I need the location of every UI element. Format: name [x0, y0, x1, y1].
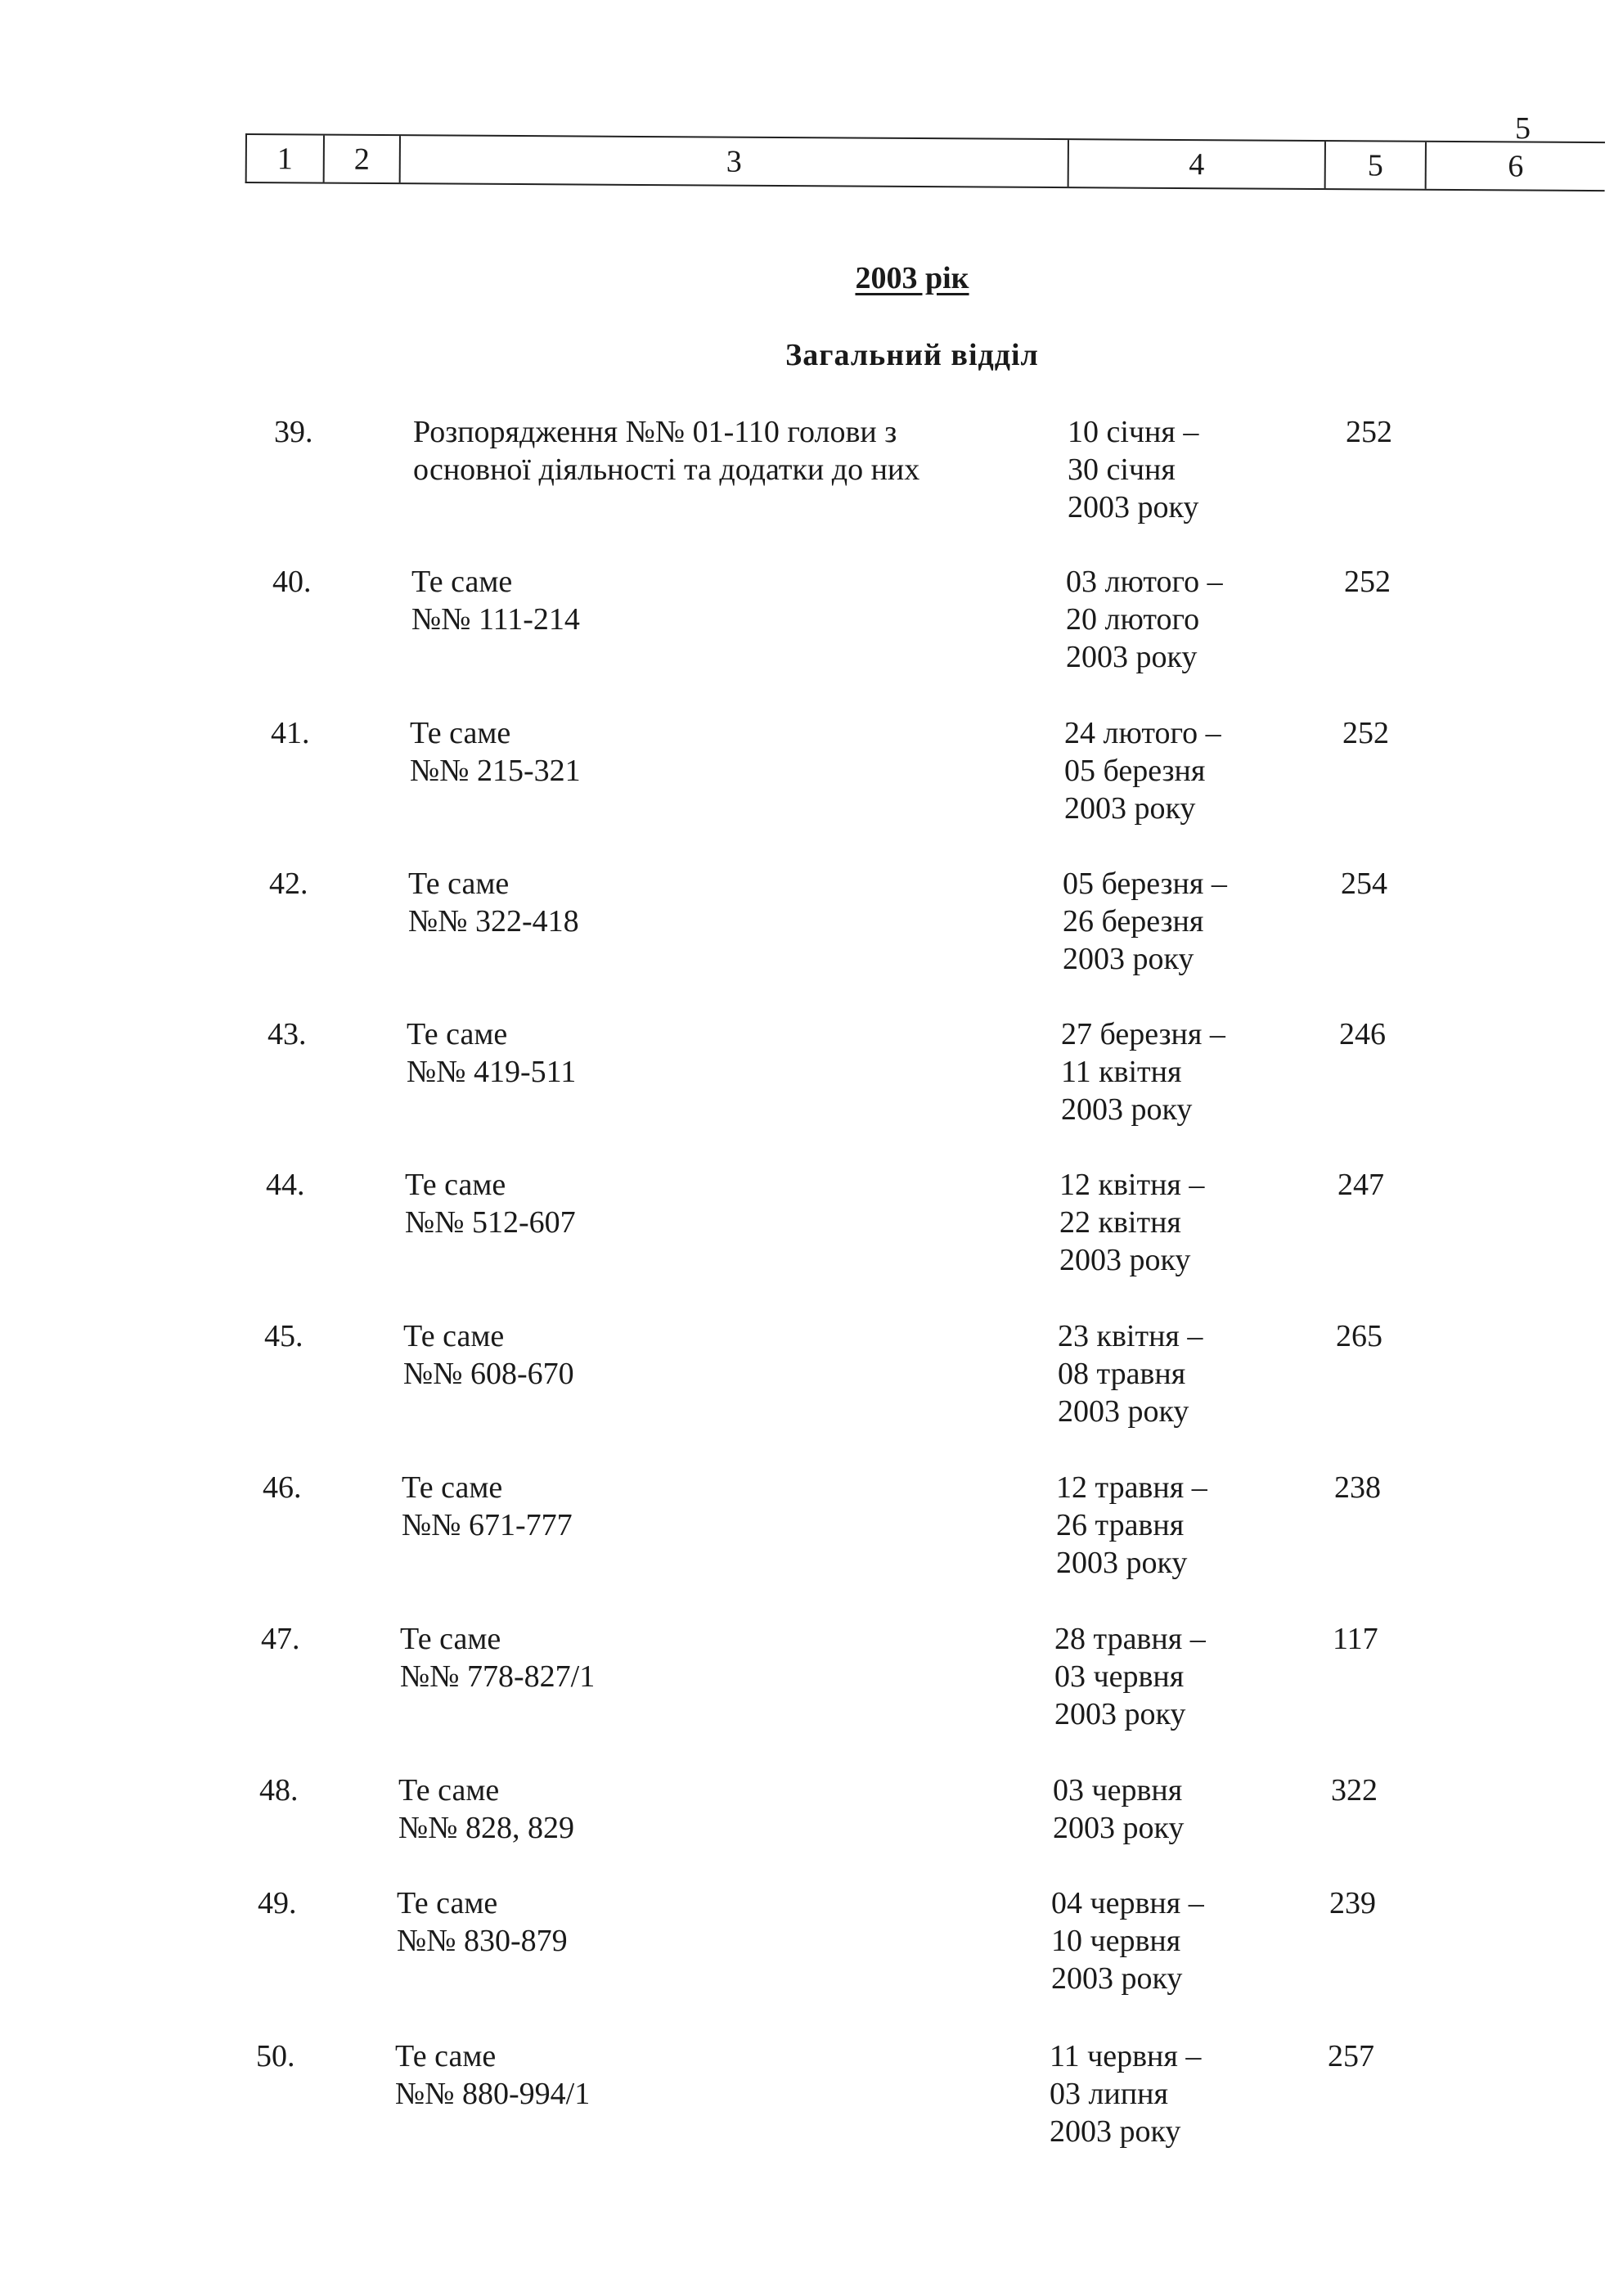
record-dates: 05 березня – 26 березня 2003 року: [1063, 867, 1227, 976]
record-sheet-count: 238: [1334, 1470, 1381, 1505]
record-sheet-count: 117: [1333, 1622, 1378, 1656]
record-dates: 04 червня – 10 червня 2003 року: [1051, 1886, 1204, 1996]
record-sheet-count: 246: [1339, 1017, 1386, 1051]
record-title: Те саме №№ 671-777: [402, 1470, 573, 1542]
record-number: 50.: [256, 2039, 295, 2073]
section-title: Загальний відділ: [785, 338, 1039, 372]
record-number: 49.: [258, 1886, 297, 1920]
record-dates: 10 січня – 30 січня 2003 року: [1068, 415, 1199, 524]
record-title: Розпорядження №№ 01-110 голови з основної діяльності та додатки до них: [413, 415, 920, 487]
record-dates: 23 квітня – 08 травня 2003 року: [1058, 1319, 1203, 1429]
record-number: 42.: [269, 867, 308, 901]
record-dates: 12 травня – 26 травня 2003 року: [1056, 1470, 1207, 1580]
record-title: Те саме №№ 608-670: [403, 1319, 574, 1391]
header-column-4: 4: [1069, 140, 1326, 188]
record-number: 43.: [268, 1017, 307, 1051]
record-title: Те саме №№ 215-321: [410, 716, 581, 788]
record-title: Те саме №№ 830-879: [397, 1886, 568, 1958]
record-number: 47.: [261, 1622, 300, 1656]
record-sheet-count: 254: [1341, 867, 1387, 901]
header-column-1: 1: [247, 135, 325, 182]
record-sheet-count: 247: [1338, 1168, 1384, 1202]
record-title: Те саме №№ 111-214: [411, 565, 580, 637]
record-dates: 12 квітня – 22 квітня 2003 року: [1059, 1168, 1205, 1277]
record-number: 44.: [266, 1168, 305, 1202]
record-sheet-count: 239: [1329, 1886, 1376, 1920]
record-dates: 03 лютого – 20 лютого 2003 року: [1066, 565, 1223, 674]
header-column-5: 5: [1326, 142, 1427, 189]
record-sheet-count: 252: [1346, 415, 1392, 449]
year-title: 2003 рік: [855, 261, 969, 295]
record-sheet-count: 322: [1331, 1773, 1378, 1808]
record-number: 46.: [263, 1470, 302, 1505]
record-dates: 03 червня 2003 року: [1053, 1773, 1185, 1845]
record-number: 48.: [259, 1773, 299, 1808]
header-column-2: 2: [325, 136, 401, 183]
column-number-header: [245, 133, 1605, 191]
record-title: Те саме №№ 419-511: [407, 1017, 577, 1089]
record-dates: 11 червня – 03 липня 2003 року: [1050, 2039, 1202, 2149]
record-title: Те саме №№ 880-994/1: [395, 2039, 591, 2111]
record-title: Те саме №№ 322-418: [408, 867, 579, 939]
record-dates: 27 березня – 11 квітня 2003 року: [1061, 1017, 1225, 1127]
record-title: Те саме №№ 778-827/1: [400, 1622, 596, 1694]
record-number: 39.: [274, 415, 313, 449]
record-number: 40.: [272, 565, 312, 599]
record-title: Те саме №№ 512-607: [405, 1168, 576, 1240]
page-number: 5: [1515, 111, 1531, 146]
record-number: 45.: [264, 1319, 303, 1353]
record-title: Те саме №№ 828, 829: [398, 1773, 575, 1845]
header-column-6: 6: [1508, 148, 1524, 184]
record-number: 41.: [271, 716, 310, 750]
record-sheet-count: 265: [1336, 1319, 1382, 1353]
record-sheet-count: 257: [1328, 2039, 1374, 2073]
record-sheet-count: 252: [1344, 565, 1391, 599]
record-dates: 24 лютого – 05 березня 2003 року: [1064, 716, 1221, 826]
header-column-3: 3: [401, 136, 1069, 187]
record-sheet-count: 252: [1342, 716, 1389, 750]
record-dates: 28 травня – 03 червня 2003 року: [1054, 1622, 1206, 1731]
